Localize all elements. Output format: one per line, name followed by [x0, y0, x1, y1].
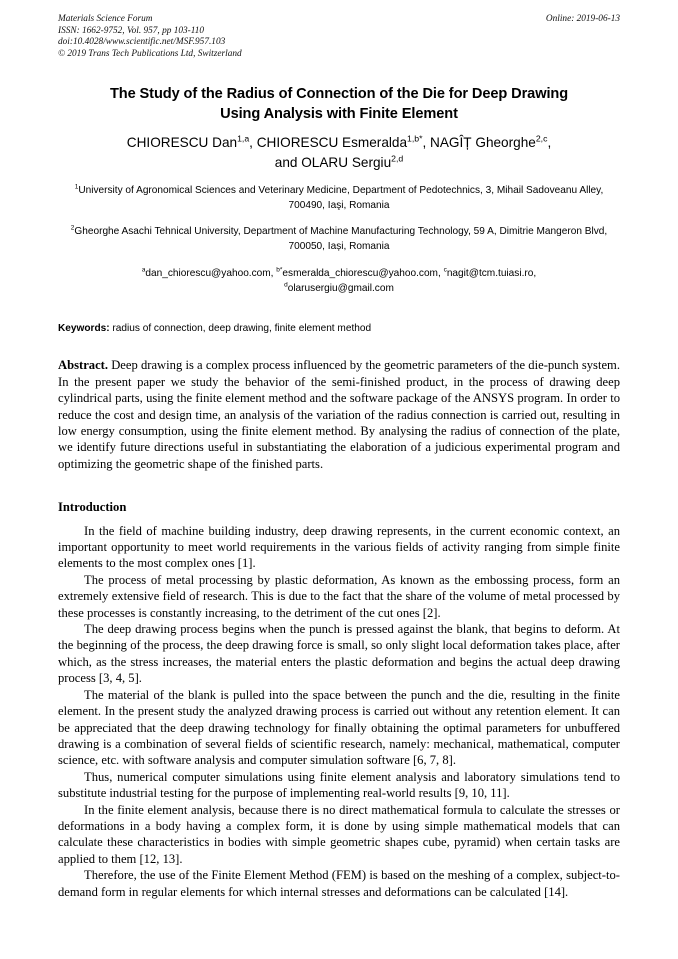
- keywords-value: radius of connection, deep drawing, finite element method: [109, 323, 372, 335]
- email-b[interactable]: esmeralda_chiorescu@yahoo.com,: [282, 268, 444, 280]
- body-paragraph: The material of the blank is pulled into the space between the punch and the die, resulting in the finite element. In the present study the analyzed drawing process is carried out without any retention element. It can be appreciated that the deep drawing technology for finally obtaining the optimal parameters for unbuffered drawing is a combination of several fields of scientific research, namely: mechanical, mathematical, computer science, etc. with software analysis and computer simulation software [6, 7, 8].: [58, 687, 620, 768]
- affiliation-2: [69, 225, 609, 254]
- abstract-label: Abstract.: [58, 358, 109, 373]
- email-d[interactable]: olarusergiu@gmail.com: [287, 282, 394, 294]
- body-paragraph: The deep drawing process begins when the punch is pressed against the blank, that begins to deform. At the beginning of the process, the deep drawing force is small, so only slight local deformation takes place, after which, as the stress increases, the material enters the plastic deformation and begins the actual deep drawing process [3, 4, 5].: [58, 622, 620, 686]
- issn-volume-pages: ISSN: 1662-9752, Vol. 957, pp 103-110: [58, 25, 204, 36]
- email-a[interactable]: dan_chiorescu@yahoo.com,: [145, 268, 277, 280]
- affiliation-2-marker: 2: [70, 225, 75, 233]
- email-d-marker: d: [284, 281, 288, 289]
- email-b-marker: b*: [276, 267, 283, 275]
- author-list: [58, 133, 620, 172]
- page-title: [58, 85, 620, 124]
- online-date: Online: 2019-06-13: [545, 14, 620, 24]
- copyright-line: © 2019 Trans Tech Publications Ltd, Switzerland: [58, 48, 242, 59]
- affiliation-list: [58, 184, 620, 254]
- body-paragraph: Thus, numerical computer simulations using finite element analysis and laboratory simulations tend to substitute industrial testing for the purpose of implementing real-world results [9, 10, 11].: [58, 769, 620, 801]
- author-chiorescu-dan-sup: 1,a: [237, 133, 250, 144]
- author-line-1: [58, 133, 620, 153]
- email-c-marker: c: [443, 267, 447, 275]
- email-line-1: [58, 267, 620, 282]
- author-line-1-end: ,: [547, 135, 552, 151]
- title-line-2: Using Analysis with Finite Element: [220, 105, 458, 122]
- keywords-label: Keywords:: [58, 323, 110, 335]
- affiliation-2-text: Gheorghe Asachi Tehnical University, Department of Machine Manufacturing Technology, 59 A, Dimitrie Mangeron Blvd, 700050, Iași, Romania: [74, 226, 608, 252]
- author-nagit-gheorghe-sup: 2,c: [535, 133, 548, 144]
- body-paragraph: In the finite element analysis, because there is no direct mathematical formula to calculate the stresses or deformations in a body having a complex form, it is done by using simple mathematical models that can calculate these characteristics in bodies with simple geometric shapes cube, pyramid) when certain tasks are applied to them [12, 13].: [58, 802, 620, 866]
- abstract-text: Deep drawing is a complex process influenced by the geometric parameters of the die-punch system. In the present paper we study the behavior of the semi-finished product, in the process of drawing deep cylindrical parts, using the finite element method and the software package of the ANSYS program. In order to reduce the cost and design time, an analysis of the variation of the radius connection is carried out, resulting in low energy consumption, using the finite element method. By analysing the radius of connection of the plate, we identify future directions useful in substantiating the elaboration of a judicious experimental program and optimizing the geometric shape of the finished parts.: [58, 358, 620, 471]
- keywords-line: [58, 322, 620, 336]
- email-c[interactable]: nagit@tcm.tuiasi.ro,: [446, 268, 537, 280]
- affiliation-1-marker: 1: [74, 184, 79, 192]
- author-chiorescu-dan: CHIORESCU Dan: [126, 135, 238, 151]
- introduction-body: [58, 523, 620, 900]
- body-paragraph: Therefore, the use of the Finite Element Method (FEM) is based on the meshing of a complex, subject-to-demand form in regular elements for which internal stresses and deformations can be calculated [14].: [58, 868, 620, 899]
- journal-name: Materials Science Forum: [58, 14, 153, 24]
- body-paragraph: In the field of machine building industry, deep drawing represents, in the current economic context, an important opportunity to meet world requirements in the various fields of activity ranging from simple finite elements to the most complex ones [1].: [58, 523, 620, 571]
- abstract-block: [58, 357, 620, 472]
- section-heading-introduction: Introduction: [58, 500, 127, 515]
- email-a-marker: a: [141, 267, 146, 275]
- title-line-1: The Study of the Radius of Connection of the Die for Deep Drawing: [109, 86, 569, 103]
- email-list: [58, 267, 620, 296]
- author-nagit-gheorghe: , NAGÎȚ Gheorghe: [422, 135, 536, 151]
- author-chiorescu-esmeralda-sup: 1,b*: [407, 133, 423, 144]
- author-line-2: [58, 153, 620, 173]
- journal-header: [58, 14, 620, 60]
- author-olaru-sergiu: and OLARU Sergiu: [274, 154, 392, 170]
- affiliation-1: [69, 184, 609, 213]
- author-olaru-sergiu-sup: 2,d: [391, 153, 404, 164]
- affiliation-1-text: University of Agronomical Sciences and Veterinary Medicine, Department of Pedotechnics, 3, Mihail Sadoveanu Alley, 700490, Iaşi, Romania: [78, 185, 604, 211]
- body-paragraph: The process of metal processing by plastic deformation, As known as the embossing process, form an extremely extensive field of research. This is due to the fact that the share of the volume of metal processed by these processes is constantly increasing, to the detriment of the cut ones [2].: [58, 572, 620, 620]
- doi-line: doi:10.4028/www.scientific.net/MSF.957.103: [58, 37, 226, 48]
- email-line-2: [58, 282, 620, 297]
- author-chiorescu-esmeralda: , CHIORESCU Esmeralda: [249, 135, 408, 151]
